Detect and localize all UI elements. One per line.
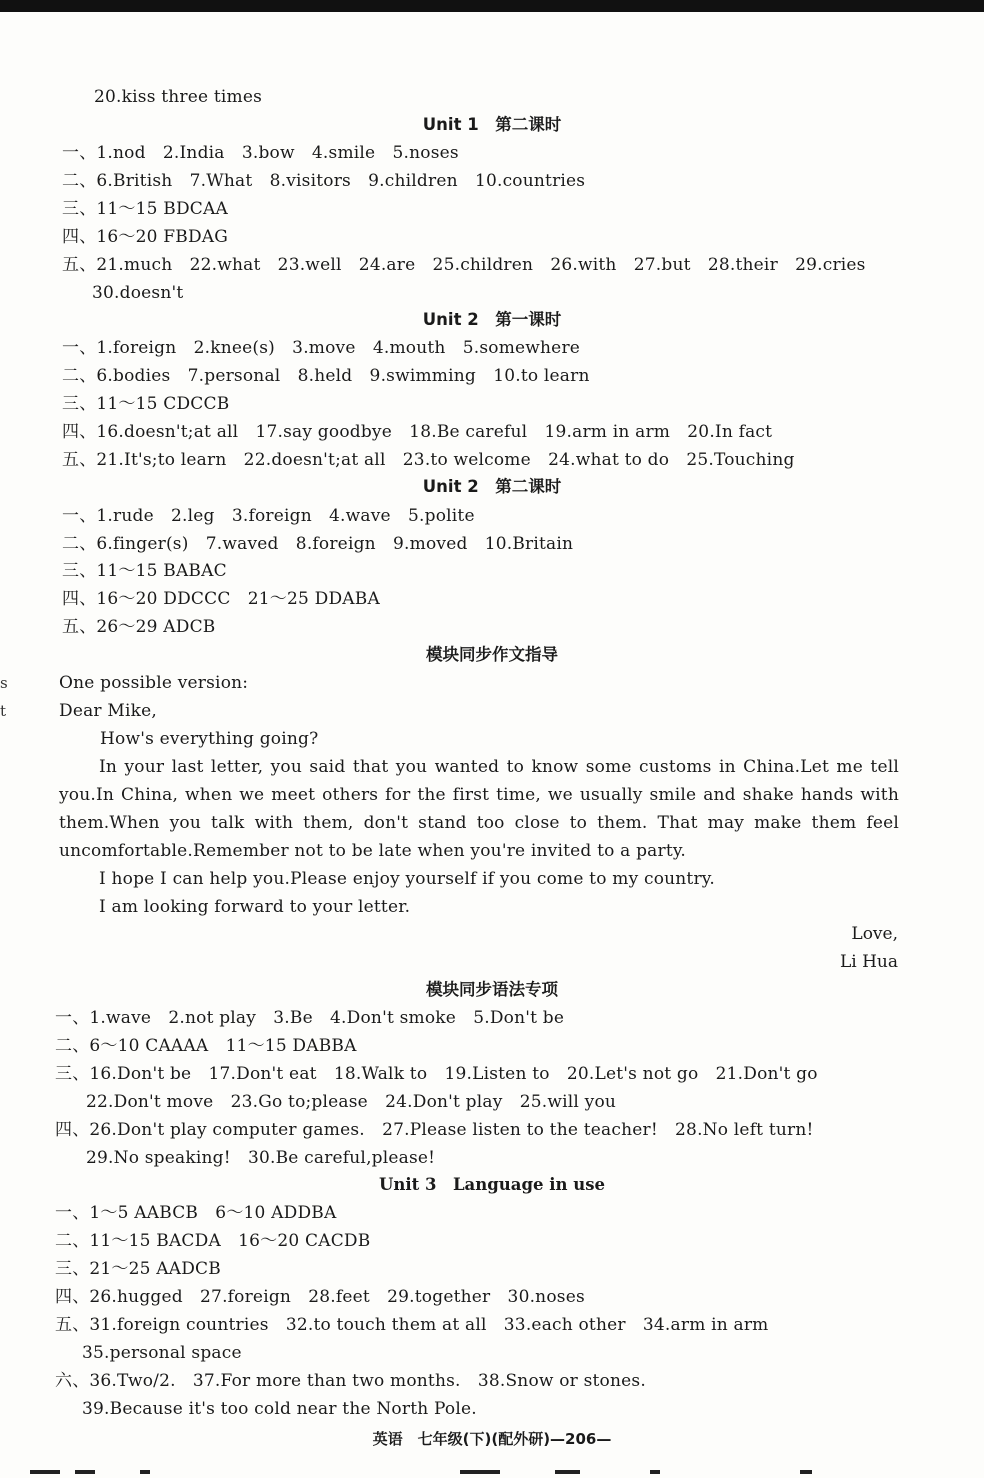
section-title: 模块同步作文指导 [426,645,558,664]
answer-line: 20.kiss three times [94,87,263,107]
answer-line: 一、1.foreign 2.knee(s) 3.move 4.mouth 5.somewhere [62,338,581,358]
letter-greeting: Dear Mike, [59,701,157,721]
letter-paragraph: In your last letter, you said that you wanted to know some customs in China.Let me tell you.In China, when we meet others for the first time, we usually smile and shake hands with them.When you talk with them, don't stand too close to them. That may make them feel uncomfortable.Remember not to be late when you're invited to a party. [59,757,899,861]
answer-line: 二、6～10 CAAAA 11～15 DABBA [55,1036,357,1056]
answer-line: 五、21.It's;to learn 22.doesn't;at all 23.to welcome 24.what to do 25.Touching [62,450,795,470]
section-title: Unit 3 Language in use [378,1175,606,1194]
top-border [0,0,984,12]
answer-line: 二、6.British 7.What 8.visitors 9.children 10.countries [62,171,586,191]
answer-line: 三、11～15 BABAC [62,561,227,581]
letter-paragraph: How's everything going? [100,729,319,749]
answer-line: 三、11～15 BDCAA [62,199,228,219]
section-title: Unit 2 第二课时 [422,477,562,496]
answer-line: 五、26～29 ADCB [62,617,216,637]
answer-line: 四、16～20 FBDAG [62,227,229,247]
bottom-crop-marks [0,1466,984,1478]
letter-closing: Love, [851,924,898,944]
answer-line: 一、1.wave 2.not play 3.Be 4.Don't smoke 5.Don't be [55,1008,565,1028]
answer-line: 二、6.bodies 7.personal 8.held 9.swimming 10.to learn [62,366,590,386]
answer-line: 22.Don't move 23.Go to;please 24.Don't play 25.will you [86,1092,617,1112]
answer-line: 四、26.Don't play computer games. 27.Please listen to the teacher! 28.No left turn! [55,1120,814,1140]
answer-line: 三、16.Don't be 17.Don't eat 18.Walk to 19.Listen to 20.Let's not go 21.Don't go [55,1064,818,1084]
answer-line: 一、1.rude 2.leg 3.foreign 4.wave 5.polite [62,506,475,526]
letter-paragraph: I hope I can help you.Please enjoy yourself if you come to my country. [99,869,715,889]
answer-line: 五、31.foreign countries 32.to touch them at all 33.each other 34.arm in arm [55,1315,769,1335]
answer-line: 二、11～15 BACDA 16～20 CACDB [55,1231,371,1251]
answer-line: 30.doesn't [92,283,184,303]
answer-line: 三、11～15 CDCCB [62,394,230,414]
answer-line: 四、26.hugged 27.foreign 28.feet 29.together 30.noses [55,1287,585,1307]
answer-line: 一、1～5 AABCB 6～10 ADDBA [55,1203,337,1223]
edge-mark: s [0,674,8,692]
answer-line: 二、6.finger(s) 7.waved 8.foreign 9.moved 10.Britain [62,534,574,554]
answer-line: 六、36.Two/2. 37.For more than two months. 38.Snow or stones. [55,1371,646,1391]
answer-line: 一、1.nod 2.India 3.bow 4.smile 5.noses [62,143,459,163]
answer-line: 29.No speaking! 30.Be careful,please! [86,1148,436,1168]
section-title: Unit 1 第二课时 [422,115,562,134]
page-footer: 英语 七年级(下)(配外研)—206— [372,1430,612,1448]
answer-line: 四、16～20 DDCCC 21～25 DDABA [62,589,380,609]
answer-line: 四、16.doesn't;at all 17.say goodbye 18.Be careful 19.arm in arm 20.In fact [62,422,773,442]
letter-signature: Li Hua [839,952,898,972]
answer-line: 35.personal space [82,1343,242,1363]
answer-line: 39.Because it's too cold near the North Pole. [82,1399,477,1419]
edge-mark: t [0,702,7,720]
section-title: 模块同步语法专项 [426,980,558,999]
letter-paragraph: I am looking forward to your letter. [99,897,411,917]
answer-line: 三、21～25 AADCB [55,1259,221,1279]
writing-intro: One possible version: [59,673,249,693]
answer-line: 五、21.much 22.what 23.well 24.are 25.children 26.with 27.but 28.their 29.cries [62,255,866,275]
section-title: Unit 2 第一课时 [422,310,562,329]
